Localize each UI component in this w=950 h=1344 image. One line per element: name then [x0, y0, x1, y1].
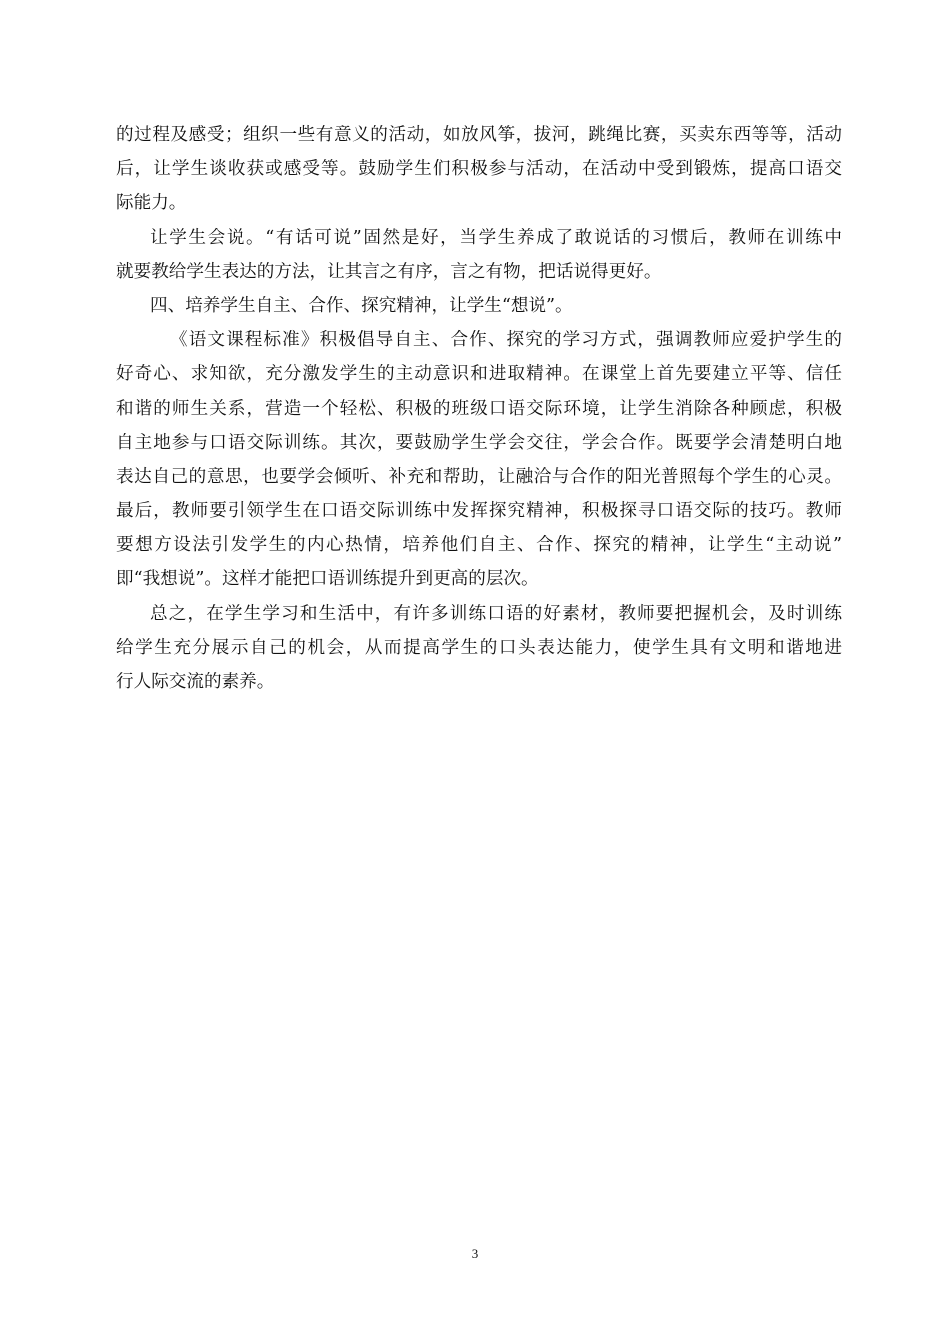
- text-line: 自主地参与口语交际训练。其次，要鼓励学生学会交往，学会合作。既要学会清楚明白地: [116, 432, 842, 453]
- text-line: 让学生会说。“有话可说”固然是好，当学生养成了敢说话的习惯后，教师在训练中: [150, 227, 842, 248]
- page-number: 3: [471, 1246, 479, 1261]
- text-line: 要想方设法引发学生的内心热情，培养他们自主、合作、探究的精神，让学生“主动说”: [116, 535, 842, 556]
- text-line: 行人际交流的素养。: [116, 672, 275, 692]
- paragraph-activities: [116, 118, 842, 221]
- text-line: 给学生充分展示自己的机会，从而提高学生的口头表达能力，使学生具有文明和谐地进: [116, 637, 842, 658]
- text-line: 和谐的师生关系，营造一个轻松、积极的班级口语交际环境，让学生消除各种顾虑，积极: [116, 398, 842, 419]
- text-line: 表达自己的意思，也要学会倾听、补充和帮助，让融洽与合作的阳光普照每个学生的心灵。: [116, 466, 842, 487]
- heading-line: 四、培养学生自主、合作、探究精神，让学生“想说”。: [150, 295, 573, 316]
- text-line: 《语文课程标准》积极倡导自主、合作、探究的学习方式，强调教师应爱护学生的: [170, 330, 842, 351]
- text-line: 际能力。: [116, 193, 187, 214]
- text-line: 的过程及感受；组织一些有意义的活动，如放风筝，拔河，跳绳比赛，买卖东西等等，活动: [116, 125, 842, 145]
- text-line: 就要教给学生表达的方法，让其言之有序，言之有物，把话说得更好。: [116, 261, 662, 282]
- text-line: 后，让学生谈收获或感受等。鼓励学生们积极参与活动，在活动中受到锻炼，提高口语交: [116, 159, 842, 180]
- text-line: 即“我想说”。这样才能把口语训练提升到更高的层次。: [116, 569, 539, 590]
- text-line: 好奇心、求知欲，充分激发学生的主动意识和进取精神。在课堂上首先要建立平等、信任: [116, 364, 842, 385]
- body-text: [116, 118, 842, 699]
- paragraph-conclusion: [116, 597, 842, 700]
- paragraph-curriculum-standard: [116, 323, 842, 597]
- text-line: 最后，教师要引领学生在口语交际训练中发挥探究精神，积极探寻口语交际的技巧。教师: [116, 501, 842, 522]
- section-heading: [116, 289, 842, 323]
- text-line: 总之，在学生学习和生活中，有许多训练口语的好素材，教师要把握机会，及时训练: [150, 603, 842, 624]
- paragraph-speak-well: [116, 221, 842, 289]
